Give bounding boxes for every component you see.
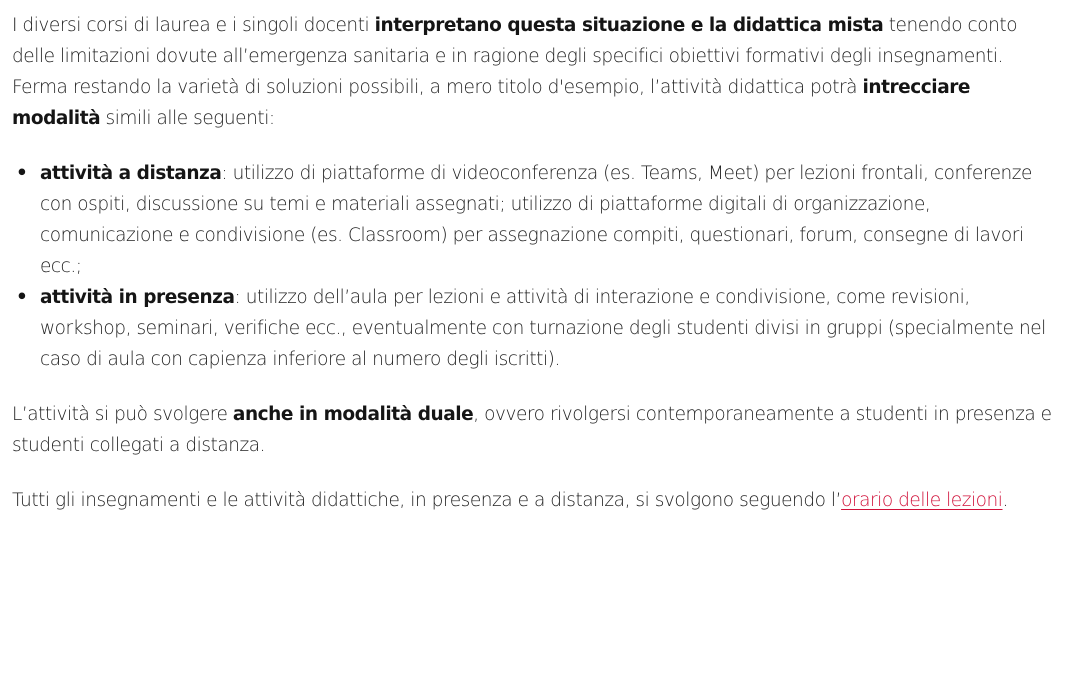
- paragraph-text: simili alle seguenti:: [100, 108, 275, 129]
- paragraph-text: L’attività si può svolgere: [12, 404, 233, 425]
- list-item-text: : utilizzo dell’aula per lezioni e attività di interazione e condivisione, come revisioni, workshop, seminari, verifiche ecc., eventualmente con turnazione degli studenti divisi in gruppi (specialmente nel caso di aula con capienza inferiore al numero degli iscritti).: [40, 287, 1046, 370]
- paragraph-modalita-duale: [12, 399, 1052, 461]
- paragraph-text: I diversi corsi di laurea e i singoli docenti: [12, 15, 375, 36]
- list-item-title: attività in presenza: [40, 287, 235, 308]
- orario-delle-lezioni-link[interactable]: orario delle lezioni: [841, 490, 1003, 511]
- paragraph-bold-text: interpretano questa situazione e la didattica mista: [374, 15, 884, 36]
- modalita-list: [12, 158, 1052, 375]
- paragraph-text: .: [1002, 490, 1008, 511]
- paragraph-bold-text: anche in modalità duale: [232, 404, 474, 425]
- list-item-title: attività a distanza: [40, 163, 222, 184]
- paragraph-bold-text: intrecciare modalità: [12, 77, 971, 129]
- paragraph-text: , ovvero rivolgersi contemporaneamente a studenti in presenza e studenti collegati a distanza.: [12, 404, 1052, 456]
- paragraph-text: tenendo conto delle limitazioni dovute all’emergenza sanitaria e in ragione degli specifici obiettivi formativi degli insegnamenti.: [12, 15, 1018, 67]
- paragraph-text: Tutti gli insegnamenti e le attività didattiche, in presenza e a distanza, si svolgono seguendo l’: [12, 490, 842, 511]
- paragraph-orario: [12, 485, 1052, 516]
- list-item-text: : utilizzo di piattaforme di videoconferenza (es. Teams, Meet) per lezioni frontali, conferenze con ospiti, discussione su temi e materiali assegnati; utilizzo di piattaforme digitali di organizzazione, comunicazione e condivisione (es. Classroom) per assegnazione compiti, questionari, forum, consegne di lavori ecc.;: [40, 163, 1032, 277]
- bullet-icon: •: [16, 287, 28, 308]
- paragraph-text: Ferma restando la varietà di soluzioni possibili, a mero titolo d'esempio, l’attività didattica potrà: [12, 77, 863, 98]
- list-item-attivita-a-distanza: [16, 158, 1052, 282]
- bullet-icon: •: [16, 163, 28, 184]
- paragraph-didattica-mista: [12, 10, 1052, 134]
- list-item-attivita-in-presenza: [16, 282, 1052, 375]
